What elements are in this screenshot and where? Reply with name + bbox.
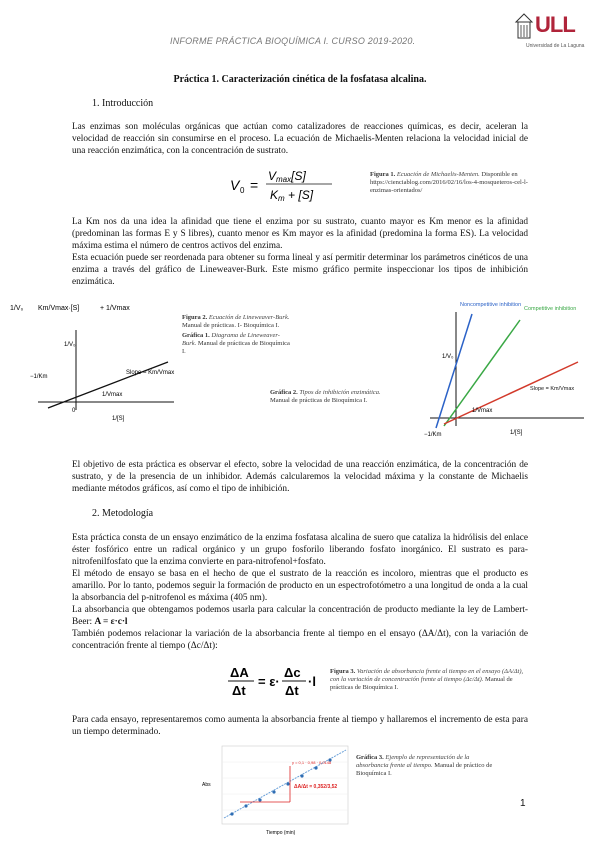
svg-text:V: V	[230, 177, 240, 193]
michaelis-menten-equation	[228, 166, 348, 204]
paragraph-method-4: También podemos relacionar la variación de la absorbancia frente al tiempo en el ensayo (ΔA/Δt), con la variación de concentración frente al tiempo (Δc/Δt):	[72, 629, 528, 652]
graf2-y-label: 1/V₀	[442, 354, 454, 360]
paragraph-intro-4: El objetivo de esta práctica es observar el efecto, sobre la velocidad de una reacción enzimática, de la concentración de sustrato, y de la presencia de un inhibidor. Además calcularemos la velocidad máxima y la constante de Michaelis mediante métodos gráficos, así como el tipo de inhibición.	[72, 460, 528, 495]
absorbance-time-graph	[200, 742, 352, 838]
paragraph-intro-2: La Km nos da una idea la afinidad que tiene el enzima por su sustrato, cuanto mayor es Km menor es la afinidad (predominan las formas E y S libres), cuanto menor es Km mayor es la afinidad (predomina la forma ES). La velocidad máxima estima el número de centros activos del enzima.	[72, 217, 528, 252]
graf1-eq-left: 1/V₀	[10, 305, 24, 312]
graf1-slope: Slope = Km/Vmax	[126, 370, 175, 376]
svg-text:Km + [S]: Km + [S]	[270, 188, 314, 203]
svg-text:Δc: Δc	[284, 665, 301, 680]
graf2-noncomp-label: Noncompetitive inhibition	[460, 302, 522, 308]
paragraph-intro-1: Las enzimas son moléculas orgánicas que actúan como catalizadores de reacciones químicas, es decir, aceleran la velocidad de reacción sin consumirse en el proceso. La ecuación de Michaelis-Menten relaciona la velocidad inicial de una reacción enzimática, con la concentración de sustrato.	[72, 122, 528, 157]
paragraph-intro-3: Esta ecuación puede ser reordenada para obtener su forma lineal y así permitir determinar los parámetros cinéticos de una enzima a través del gráfico de Lineweaver-Burk. Este mismo gráfico permite inspeccionar los tipos de inhibición enzimática.	[72, 253, 528, 288]
graf2-slope: Slope = Km/Vmax	[530, 386, 575, 392]
graf1-line	[48, 362, 168, 408]
logo-subtitle: Universidad de La Laguna	[526, 43, 585, 49]
graf3-x-label: Tiempo (min)	[266, 830, 296, 836]
graf2-comp-label: Competitive inhibition	[524, 306, 577, 312]
graf1-y-intercept: 1/Vmax	[102, 392, 123, 398]
logo-wordmark: ULL	[535, 12, 575, 37]
graf1-x-label: 1/[S]	[112, 416, 125, 422]
inhibition-types-graph	[420, 300, 590, 440]
paragraph-method-1: Esta práctica consta de un ensayo enzimático de la enzima fosfatasa alcalina de suero que cataliza la hidrólisis del enlace éster fosfórico entre un radical orgánico y un grupo fosforilo liberando fosfato inorgánico. El sustrato es para-nitrofenilfosfato que la enzima convierte en para-nitrofenol+fosfato.	[72, 533, 528, 568]
figure-2-caption: Figura 2. Ecuación de Lineweaver-Burk. Manual de prácticas. I- Bioquímica I.	[182, 314, 290, 329]
graf1-x-intercept: −1/Km	[30, 374, 48, 380]
uninhibited-line	[444, 362, 578, 424]
svg-text:Vmax[S]: Vmax[S]	[268, 169, 306, 184]
svg-text:Δt: Δt	[232, 683, 246, 698]
page-header-title: INFORME PRÁCTICA BIOQUÍMICA I. CURSO 2019-2020.	[170, 36, 416, 46]
graph-2-caption: Gráfica 2. Tipos de inhibición enzimática. Manual de prácticas de Bioquímica I.	[270, 389, 381, 404]
graf2-x-intercept: −1/Km	[424, 432, 442, 438]
figure-1-caption: Figura 1. Ecuación de Michaelis-Menten. Disponible en https://cienciablog.com/2016/02/16/los-4-mosqueteros-cel-l-enzimas-orientados/	[370, 171, 528, 194]
graf3-slope-text: ΔA/Δt = 0,352/3,52	[294, 784, 338, 790]
svg-text:= ε·: = ε·	[258, 674, 280, 689]
graf2-x-label: 1/[S]	[510, 430, 523, 436]
graf2-y-intercept: 1/Vmax	[472, 408, 493, 414]
graf1-eq-mid: Km/Vmax·[S]	[38, 305, 80, 312]
figure-3-caption: Figura 3. Variación de absorbancia frente al tiempo en el ensayo (ΔA/Δt), con la variación de concentración frente al tiempo (Δc/Δt). Manual de prácticas de Bioquímica I.	[330, 668, 524, 691]
svg-text:+ 1/Vmax: + 1/Vmax	[100, 305, 130, 312]
section-heading-intro: 1. Introducción	[92, 98, 154, 109]
section-heading-methodology: 2. Metodología	[92, 508, 154, 519]
svg-text:0: 0	[240, 186, 245, 195]
paragraph-method-2: El método de ensayo se basa en el hecho de que el sustrato de la reacción es incoloro, mientras que el producto es amarillo. Por lo tanto, podemos seguir la formación de producto en un espectrofotómetro a una longitud de onda a la cual la absorbancia del p-nitrofenol es máxima (405 nm).	[72, 569, 528, 604]
graf1-origin: 0	[72, 408, 76, 414]
graf3-y-label: Abs	[202, 782, 211, 788]
graph-3-caption: Gráfica 3. Ejemplo de representación de la absorbancia frente al tiempo. Manual de práctico de Bioquímica I.	[356, 754, 493, 777]
svg-text:=: =	[250, 177, 259, 193]
paragraph-method-5: Para cada ensayo, representaremos como aumenta la absorbancia frente al tiempo y hallaremos el incremento de esta para un tiempo determinado.	[72, 715, 528, 738]
graph-1-caption: Gráfica 1. Diagrama de Lineweaver-Burk. Manual de prácticas de Bioquímica I.	[182, 332, 290, 355]
svg-text:Δt: Δt	[285, 683, 299, 698]
svg-text:ΔA: ΔA	[230, 665, 249, 680]
page-number: 1	[520, 798, 526, 809]
paragraph-method-3: La absorbancia que obtengamos podemos usarla para calcular la concentración de producto mediante la ley de Lambert-Beer: A = ε·c·l	[72, 605, 528, 628]
svg-text:·l: ·l	[308, 674, 316, 689]
institution-building-icon	[516, 14, 532, 38]
page-title: Práctica 1. Caracterización cinética de la fosfatasa alcalina.	[173, 74, 427, 85]
graf1-y-label: 1/V₀	[64, 342, 76, 348]
graf3-eq: y = 0,1 · 0,98 · 0,0148	[292, 760, 332, 765]
delta-equation	[226, 662, 326, 700]
lineweaver-burk-graph	[8, 298, 180, 422]
